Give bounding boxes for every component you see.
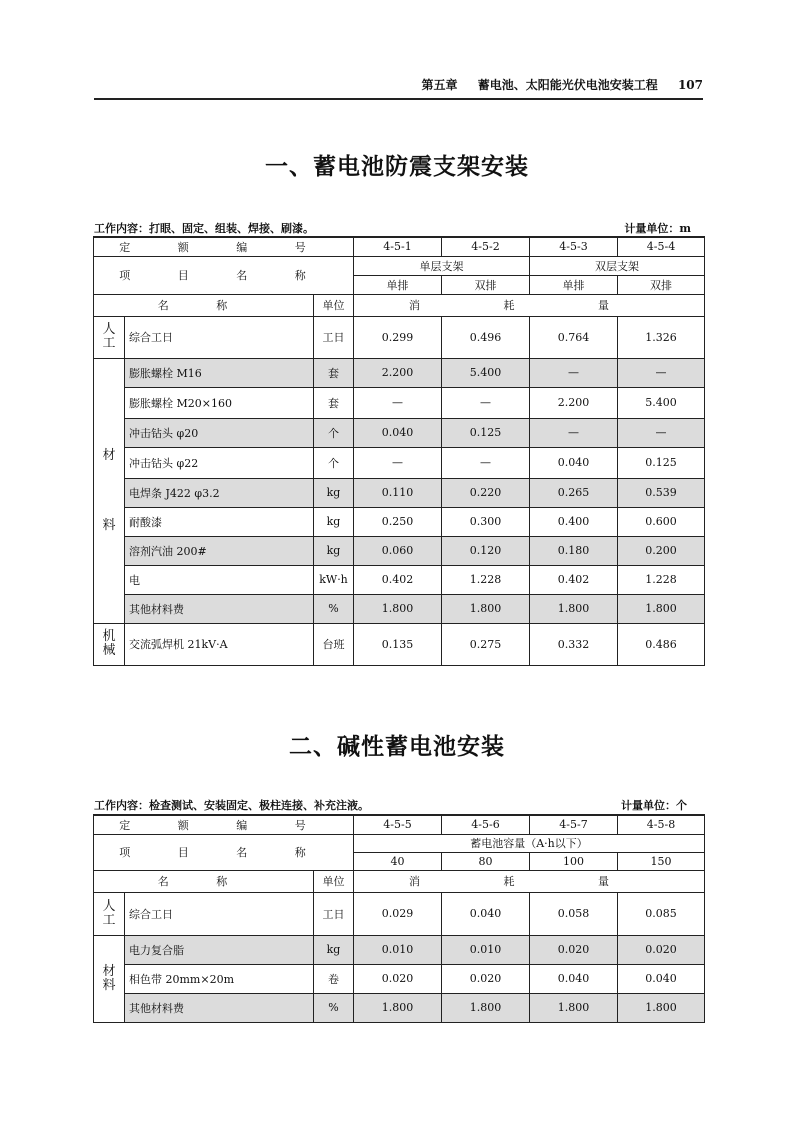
material-value: 0.060 — [354, 536, 442, 565]
quota-label: 定 额 编 号 — [94, 815, 354, 834]
material-unit: 卷 — [314, 964, 354, 993]
material-value: 0.040 — [530, 447, 618, 478]
group-header: 双层支架 — [530, 256, 705, 275]
labor-unit: 工日 — [314, 892, 354, 935]
material-value: 2.200 — [354, 358, 442, 387]
material-value: 1.800 — [354, 993, 442, 1022]
material-value: 0.040 — [354, 418, 442, 447]
labor-value: 1.326 — [618, 316, 705, 358]
labor-name: 综合工日 — [125, 316, 314, 358]
material-name: 相色带 20mm×20m — [125, 964, 314, 993]
consumption-header: 消 耗 量 — [354, 294, 705, 316]
material-row — [94, 418, 705, 447]
section2-meta — [94, 797, 703, 813]
material-name: 耐酸漆 — [125, 507, 314, 536]
material-value: 5.400 — [618, 387, 705, 418]
material-name: 膨胀螺栓 M20×160 — [125, 387, 314, 418]
material-value: 0.200 — [618, 536, 705, 565]
machine-unit: 台班 — [314, 623, 354, 665]
material-value: 5.400 — [442, 358, 530, 387]
item-label: 项 目 名 称 — [94, 834, 354, 870]
material-value: 0.040 — [618, 964, 705, 993]
quota-label: 定 额 编 号 — [94, 237, 354, 256]
material-value: 0.040 — [530, 964, 618, 993]
category-material: 材 料 — [94, 935, 125, 1022]
material-value: 0.300 — [442, 507, 530, 536]
material-value: 0.220 — [442, 478, 530, 507]
chapter-label: 第五章 — [421, 78, 458, 92]
material-value: — — [354, 447, 442, 478]
material-name: 电力复合脂 — [125, 935, 314, 964]
machine-value: 0.135 — [354, 623, 442, 665]
material-value: — — [618, 358, 705, 387]
material-name: 电焊条 J422 φ3.2 — [125, 478, 314, 507]
column-header-row — [94, 870, 705, 892]
section1-unit: 计量单位：m — [624, 222, 691, 235]
quota-code-row — [94, 237, 705, 256]
section1-meta — [94, 220, 703, 236]
unit-column-header: 单位 — [314, 870, 354, 892]
labor-value: 0.496 — [442, 316, 530, 358]
machine-row — [94, 623, 705, 665]
capacity-label-row — [94, 834, 705, 852]
capacity-value: 40 — [354, 852, 442, 870]
labor-value: 0.764 — [530, 316, 618, 358]
material-unit: 套 — [314, 387, 354, 418]
material-value: 0.010 — [354, 935, 442, 964]
material-unit: kg — [314, 536, 354, 565]
group-row — [94, 256, 705, 275]
material-value: — — [530, 418, 618, 447]
material-value: 0.402 — [354, 565, 442, 594]
material-unit: 套 — [314, 358, 354, 387]
material-row — [94, 993, 705, 1022]
name-column-header: 名 称 — [94, 870, 314, 892]
material-value: 0.250 — [354, 507, 442, 536]
quota-code: 4-5-4 — [618, 237, 705, 256]
material-value: 0.125 — [618, 447, 705, 478]
material-value: 1.800 — [354, 594, 442, 623]
section2-quota-table — [93, 814, 705, 1023]
material-value: 1.800 — [442, 594, 530, 623]
category-machine: 机 械 — [94, 623, 125, 665]
category-labor: 人 工 — [94, 892, 125, 935]
material-value: 1.800 — [530, 993, 618, 1022]
subcol-header: 双排 — [618, 275, 705, 294]
material-value: 1.228 — [442, 565, 530, 594]
machine-name: 交流弧焊机 21kV·A — [125, 623, 314, 665]
material-unit: kW·h — [314, 565, 354, 594]
material-unit: kg — [314, 478, 354, 507]
material-value: 1.800 — [530, 594, 618, 623]
material-value: 0.020 — [354, 964, 442, 993]
material-value: 0.180 — [530, 536, 618, 565]
section2-work-content: 工作内容：检查测试、安装固定、极柱连接、补充注液。 — [94, 799, 369, 812]
capacity-value: 100 — [530, 852, 618, 870]
material-value: 1.800 — [618, 594, 705, 623]
section2-title: 二、碱性蓄电池安装 — [289, 734, 505, 760]
material-value: 2.200 — [530, 387, 618, 418]
material-row — [94, 358, 705, 387]
material-row — [94, 964, 705, 993]
labor-value: 0.029 — [354, 892, 442, 935]
material-value: 0.020 — [618, 935, 705, 964]
material-row — [94, 478, 705, 507]
material-value: — — [442, 447, 530, 478]
consumption-header: 消 耗 量 — [354, 870, 705, 892]
labor-row — [94, 316, 705, 358]
column-header-row — [94, 294, 705, 316]
quota-code-row — [94, 815, 705, 834]
material-value: 0.600 — [618, 507, 705, 536]
material-name: 冲击钻头 φ22 — [125, 447, 314, 478]
material-value: 0.020 — [442, 964, 530, 993]
section1-work-content: 工作内容：打眼、固定、组装、焊接、刷漆。 — [94, 222, 314, 235]
page-header — [94, 72, 703, 100]
capacity-value: 150 — [618, 852, 705, 870]
category-material: 材 料 — [94, 358, 125, 623]
material-value: 1.800 — [442, 993, 530, 1022]
labor-name: 综合工日 — [125, 892, 314, 935]
material-name: 其他材料费 — [125, 594, 314, 623]
labor-value: 0.040 — [442, 892, 530, 935]
machine-value: 0.486 — [618, 623, 705, 665]
material-value: — — [354, 387, 442, 418]
labor-row — [94, 892, 705, 935]
material-value: 0.020 — [530, 935, 618, 964]
material-row — [94, 387, 705, 418]
material-unit: kg — [314, 507, 354, 536]
material-row — [94, 536, 705, 565]
material-name: 溶剂汽油 200# — [125, 536, 314, 565]
material-value: — — [530, 358, 618, 387]
machine-value: 0.275 — [442, 623, 530, 665]
material-row — [94, 507, 705, 536]
material-value: 0.010 — [442, 935, 530, 964]
quota-code: 4-5-1 — [354, 237, 442, 256]
item-label: 项 目 名 称 — [94, 256, 354, 294]
material-row — [94, 594, 705, 623]
section2-unit: 计量单位：个 — [621, 799, 687, 812]
subcol-header: 双排 — [442, 275, 530, 294]
section1-title: 一、蓄电池防震支架安装 — [265, 154, 529, 180]
category-labor: 人 工 — [94, 316, 125, 358]
quota-code: 4-5-2 — [442, 237, 530, 256]
material-unit: 个 — [314, 447, 354, 478]
labor-value: 0.085 — [618, 892, 705, 935]
material-row — [94, 565, 705, 594]
group-header: 单层支架 — [354, 256, 530, 275]
material-value: 0.400 — [530, 507, 618, 536]
material-value: 1.800 — [618, 993, 705, 1022]
header-text — [406, 76, 703, 93]
machine-value: 0.332 — [530, 623, 618, 665]
material-row — [94, 935, 705, 964]
material-value: — — [618, 418, 705, 447]
labor-value: 0.299 — [354, 316, 442, 358]
material-value: 0.120 — [442, 536, 530, 565]
subcol-header: 单排 — [530, 275, 618, 294]
material-value: 0.265 — [530, 478, 618, 507]
material-row — [94, 447, 705, 478]
quota-code: 4-5-8 — [618, 815, 705, 834]
section-label: 蓄电池、太阳能光伏电池安装工程 — [477, 78, 658, 92]
quota-code: 4-5-6 — [442, 815, 530, 834]
page-number: 107 — [677, 78, 703, 92]
quota-code: 4-5-3 — [530, 237, 618, 256]
section1-quota-table — [93, 236, 705, 666]
capacity-value: 80 — [442, 852, 530, 870]
material-name: 冲击钻头 φ20 — [125, 418, 314, 447]
quota-code: 4-5-7 — [530, 815, 618, 834]
labor-unit: 工日 — [314, 316, 354, 358]
material-value: 0.110 — [354, 478, 442, 507]
material-unit: kg — [314, 935, 354, 964]
material-value: 1.228 — [618, 565, 705, 594]
capacity-label: 蓄电池容量（A·h以下） — [354, 834, 705, 852]
name-column-header: 名 称 — [94, 294, 314, 316]
material-unit: 个 — [314, 418, 354, 447]
quota-code: 4-5-5 — [354, 815, 442, 834]
material-name: 电 — [125, 565, 314, 594]
material-unit: % — [314, 993, 354, 1022]
material-name: 膨胀螺栓 M16 — [125, 358, 314, 387]
material-value: 0.125 — [442, 418, 530, 447]
material-value: 0.402 — [530, 565, 618, 594]
material-name: 其他材料费 — [125, 993, 314, 1022]
unit-column-header: 单位 — [314, 294, 354, 316]
material-unit: % — [314, 594, 354, 623]
material-value: — — [442, 387, 530, 418]
subcol-header: 单排 — [354, 275, 442, 294]
material-value: 0.539 — [618, 478, 705, 507]
labor-value: 0.058 — [530, 892, 618, 935]
